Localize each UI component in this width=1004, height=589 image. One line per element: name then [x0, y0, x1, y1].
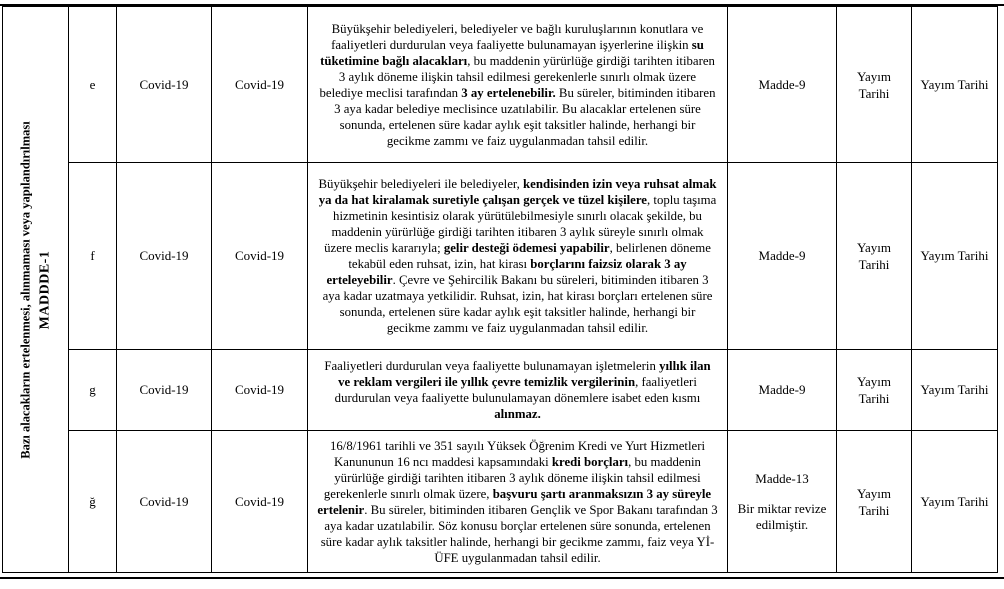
madde-ref: Madde-9: [758, 382, 806, 397]
document-table: [2, 6, 998, 573]
madde-cell: [728, 431, 837, 573]
yayim-tarihi-cell-1: Yayım Tarihi: [837, 163, 912, 350]
covid-tag-cell-1: Covid-19: [117, 431, 212, 573]
vertical-text-block: [16, 121, 56, 458]
madde-cell: [728, 7, 837, 163]
covid-tag-cell-1: Covid-19: [117, 350, 212, 431]
description-cell: Büyükşehir belediyeleri ile belediyeler, kendisinden izin veya ruhsat almak ya da hat kiralamak suretiyle çalışan gerçek ve tüzel kişilere, toplu taşıma hizmetinin kesintisiz olarak yürütülebilmesiyle sınırlı olacak şekilde, bu maddenin yürürlüğe girdiği tarihten itibaren 3 aylık süreyle sınırlı olmak üzere meclis kararıyla; gelir desteği ödemesi yapabilir, belirlenen döneme tekabül eden ruhsat, izin, hat kirası borçlarını faizsiz olarak 3 ay erteleyebilir. Çevre ve Şehircilik Bakanı bu süreleri, bitiminden itibaren 3 aya kadar uzatmaya yetkilidir. Ruhsat, izin, hat kirası borçları ertelenen süre sonunda, ertelenen süre kadar aylık eşit taksitler halinde, herhangi bir gecikme zammı ve faiz uygulanmadan tahsil edilir.: [308, 163, 728, 350]
article-subtitle: Bazı alacakların ertelenmesi, alınmaması veya yapılandırılması: [18, 120, 33, 459]
row-letter-cell: f: [69, 163, 117, 350]
vertical-text-wrapper: [3, 7, 68, 572]
row-letter-cell: e: [69, 7, 117, 163]
description-cell: Faaliyetleri durdurulan veya faaliyette bulunamayan işletmelerin yıllık ilan ve reklam vergileri ile yıllık çevre temizlik vergilerinin, faaliyetleri durdurulan veya faaliyette bulunulamayan dönemlere isabet eden kısmı alınmaz.: [308, 350, 728, 431]
covid-tag-cell-2: Covid-19: [212, 431, 308, 573]
yayim-tarihi-cell-2: Yayım Tarihi: [912, 350, 998, 431]
yayim-tarihi-cell-2: Yayım Tarihi: [912, 163, 998, 350]
table-row: [3, 431, 998, 573]
yayim-tarihi-cell-1: Yayım Tarihi: [837, 350, 912, 431]
covid-tag-cell-1: Covid-19: [117, 163, 212, 350]
yayim-tarihi-cell-1: Yayım Tarihi: [837, 7, 912, 163]
madde-ref: Madde-9: [758, 76, 806, 92]
description-cell: 16/8/1961 tarihli ve 351 sayılı Yüksek Öğrenim Kredi ve Yurt Hizmetleri Kanununun 16 ncı maddesi kapsamındaki kredi borçları, bu maddenin yürürlüğe girdiği tarihten itibaren 3 aylık döneme ilişkin tahsil edilmesi gerekenlerle sınırlı olmak üzere, başvuru şartı aranmaksızın 3 ay süreyle ertelenir. Bu süreler, bitiminden itibaren Gençlik ve Spor Bakanı tarafından 3 aya kadar uzatılabilir. Söz konusu borçlar ertelenen süre sonunda, ertelenen süre kadar aylık taksitler halinde, herhangi bir gecikme zammı, faiz veya Yİ-ÜFE uygulanmadan tahsil edilir.: [308, 431, 728, 573]
covid-tag-cell-1: Covid-19: [117, 7, 212, 163]
table-row: [3, 7, 998, 163]
madde-cell: [728, 163, 837, 350]
table-row: [3, 350, 998, 431]
yayim-tarihi-cell-1: Yayım Tarihi: [837, 431, 912, 573]
description-cell: Büyükşehir belediyeleri, belediyeler ve bağlı kuruluşlarının konutlara ve faaliyetleri durdurulan veya faaliyette bulunamayan işyerlerine ilişkin su tüketimine bağlı alacakları, bu maddenin yürürlüğe girdiği tarihten itibaren 3 aylık döneme ilişkin tahsil edilmesi gerekenlerle sınırlı olmak üzere belediye meclisi tarafından 3 ay ertelenebilir. Bu süreler, bitiminden itibaren 3 aya kadar belediye meclisince uzatılabilir. Bu alacaklar ertelenen süre sonunda, ertelenen süre kadar aylık eşit taksitler halinde, herhangi bir gecikme zammı ve faiz uygulanmadan tahsil edilir.: [308, 7, 728, 163]
row-letter-cell: g: [69, 350, 117, 431]
covid-tag-cell-2: Covid-19: [212, 350, 308, 431]
madde-note: Bir miktar revize edilmiştir.: [737, 500, 827, 532]
madde-ref: Madde-13: [755, 470, 809, 486]
article-title: MADDDE-1: [37, 250, 53, 329]
horizontal-rule-bottom: [0, 577, 1004, 579]
yayim-tarihi-cell-2: Yayım Tarihi: [912, 7, 998, 163]
yayim-tarihi-cell-2: Yayım Tarihi: [912, 431, 998, 573]
madde-ref: Madde-9: [758, 248, 806, 263]
covid-tag-cell-2: Covid-19: [212, 163, 308, 350]
row-group-header-cell: [3, 7, 69, 573]
covid-tag-cell-2: Covid-19: [212, 7, 308, 163]
table-row: [3, 163, 998, 350]
madde-cell: [728, 350, 837, 431]
row-letter-cell: ğ: [69, 431, 117, 573]
